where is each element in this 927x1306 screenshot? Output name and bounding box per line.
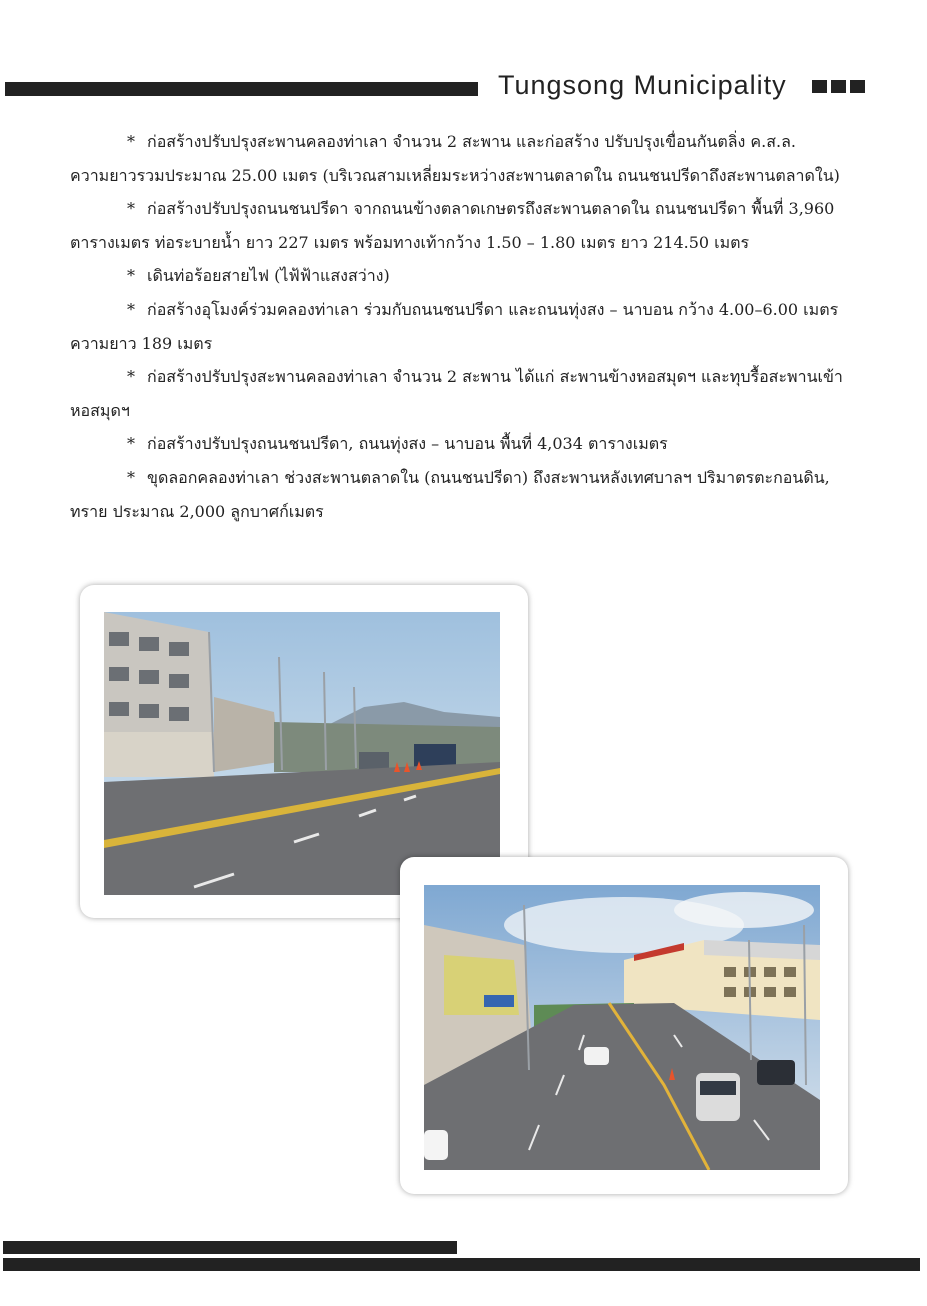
list-item: [70, 125, 850, 192]
item-continuation: หอสมุดฯ: [70, 400, 130, 420]
item-text: ก่อสร้างปรับปรุงสะพานคลองท่าเลา จำนวน 2 สะพาน และก่อสร้าง ปรับปรุงเขื่อนกันตลิ่ง ค.ส.ล.: [147, 132, 796, 151]
bullet: *: [127, 266, 135, 286]
header-square-1: [812, 80, 827, 93]
item-continuation: ความยาวรวมประมาณ 25.00 เมตร (บริเวณสามเหลี่ยมระหว่างสะพานตลาดใน ถนนชนปรีดาถึงสะพานตลาดใน): [70, 165, 840, 185]
bullet: *: [127, 467, 135, 487]
list-item: [70, 293, 850, 360]
list-item: [70, 427, 850, 461]
list-item: [70, 192, 850, 259]
header-title: Tungsong Municipality: [498, 70, 787, 100]
item-text: เดินท่อร้อยสายไฟ (ไฟ้ฟ้าแสงสว่าง): [147, 266, 390, 286]
footer-rule-short: [3, 1241, 457, 1254]
street-photo-1-image: [104, 612, 500, 895]
header-rule: [5, 82, 478, 96]
footer-rule-long: [3, 1258, 920, 1271]
list-item: [70, 259, 850, 293]
header-square-2: [831, 80, 846, 93]
item-text: ก่อสร้างปรับปรุงถนนชนปรีดา จากถนนข้างตลาดเกษตรถึงสะพานตลาดใน ถนนชนปรีดา พื้นที่ 3,960: [147, 199, 835, 219]
list-item: [70, 360, 850, 427]
item-text: ก่อสร้างอุโมงค์ร่วมคลองท่าเลา ร่วมกับถนนชนปรีดา และถนนทุ่งสง – นาบอน กว้าง 4.00–6.00 เมตร: [147, 299, 839, 319]
bullet: *: [127, 367, 135, 387]
list-item: [70, 461, 850, 528]
item-continuation: ทราย ประมาณ 2,000 ลูกบาศก์เมตร: [70, 501, 324, 521]
header-square-3: [850, 80, 865, 93]
bullet: *: [127, 299, 135, 319]
body-text: [70, 125, 850, 528]
item-text: ขุดลอกคลองท่าเลา ช่วงสะพานตลาดใน (ถนนชนปรีดา) ถึงสะพานหลังเทศบาลฯ ปริมาตรตะกอนดิน,: [147, 467, 830, 487]
item-text: ก่อสร้างปรับปรุงสะพานคลองท่าเลา จำนวน 2 สะพาน ได้แก่ สะพานข้างหอสมุดฯ และทุบรื้อสะพานเข้า: [147, 367, 843, 387]
bullet: *: [127, 132, 135, 151]
street-photo-2: [424, 885, 820, 1170]
item-continuation: ความยาว 189 เมตร: [70, 333, 213, 353]
item-text: ก่อสร้างปรับปรุงถนนชนปรีดา, ถนนทุ่งสง – นาบอน พื้นที่ 4,034 ตารางเมตร: [147, 434, 668, 454]
bullet: *: [127, 434, 135, 454]
street-photo-1: [104, 612, 500, 895]
bullet: *: [127, 199, 135, 219]
item-continuation: ตารางเมตร ท่อระบายน้ำ ยาว 227 เมตร พร้อมทางเท้ากว้าง 1.50 – 1.80 เมตร ยาว 214.50 เมตร: [70, 232, 750, 252]
street-photo-2-image: [424, 885, 820, 1170]
